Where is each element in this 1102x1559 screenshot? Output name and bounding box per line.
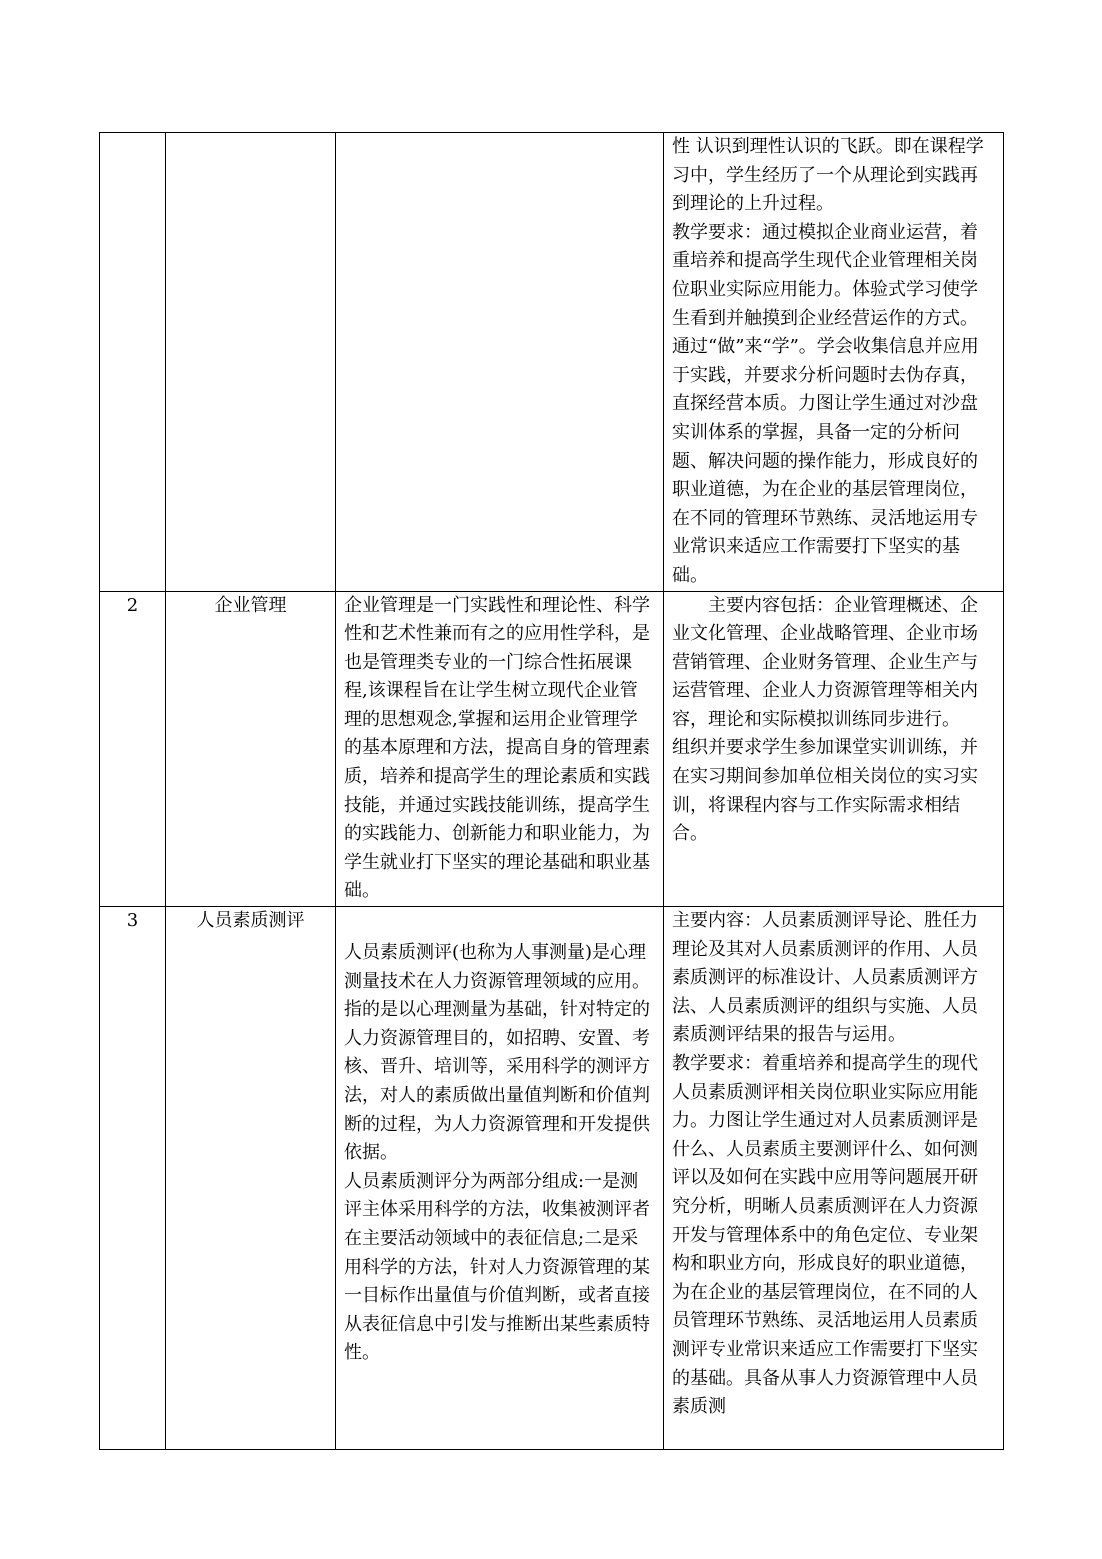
course-name-cell: 企业管理 <box>166 591 336 907</box>
table-row <box>100 133 1004 592</box>
table-row <box>100 907 1004 1450</box>
description-paragraph: 人员素质测评(也称为人事测量)是心理测量技术在人力资源管理领域的应用。指的是以心理测量为基础，针对特定的人力资源管理目的，如招聘、安置、考核、晋升、培训等，采用科学的测评方法，对人的素质做出量值判断和价值判断的过程，为人力资源管理和开发提供依据。 <box>344 942 650 1164</box>
content-paragraph: 主要内容：人员素质测评导论、胜任力理论及其对人员素质测评的作用、人员素质测评的标准设计、人员素质测评方法、人员素质测评的组织与实施、人员素质测评结果的报告与运用。 <box>672 910 978 1046</box>
course-description-cell <box>336 591 664 907</box>
description-paragraph: 企业管理是一门实践性和理论性、科学性和艺术性兼而有之的应用性学科，是也是管理类专业的一门综合性拓展课程,该课程旨在让学生树立现代企业管理的思想观念,掌握和运用企业管理学的基本原理和方法，提高自身的管理素质，培养和提高学生的理论素质和实践技能，并通过实践技能训练，提高学生的实践能力、创新能力和职业能力，为学生就业打下坚实的理论基础和职业基础。 <box>344 594 650 902</box>
row-number-cell: 2 <box>100 591 166 907</box>
content-paragraph: 教学要求：通过模拟企业商业运营，着重培养和提高学生现代企业管理相关岗位职业实际应用能力。体验式学习使学生看到并触摸到企业经营运作的方式。通过“做”来“学”。学会收集信息并应用于实践，并要求分析问题时去伪存真，直探经营本质。力图让学生通过对沙盘实训体系的掌握，具备一定的分析问题、解决问题的操作能力，形成良好的职业道德，为在企业的基层管理岗位，在不同的管理环节熟练、灵活地运用专业常识来适应工作需要打下坚实的基础。 <box>672 221 979 586</box>
row-number-cell <box>100 133 166 592</box>
content-paragraph: 教学要求：着重培养和提高学生的现代人员素质测评相关岗位职业实际应用能力。力图让学生通过对人员素质测评是什么、人员素质主要测评什么、如何测评以及如何在实践中应用等问题展开研究分析，明晰人员素质测评在人力资源开发与管理体系中的角色定位、专业架构和职业方向，形成良好的职业道德，为在企业的基层管理岗位，在不同的人员管理环节熟练、灵活地运用人员素质测评专业常识来适应工作需要打下坚实的基础。具备从事人力资源管理中人员素质测 <box>672 1053 978 1418</box>
course-name-cell: 人员素质测评 <box>166 907 336 1450</box>
course-description-cell <box>336 907 664 1450</box>
course-content-cell <box>664 591 1004 907</box>
content-paragraph: 组织并要求学生参加课堂实训训练，并在实习期间参加单位相关岗位的实习实训，将课程内容与工作实际需求相结合。 <box>672 737 978 845</box>
course-name-cell <box>166 133 336 592</box>
description-paragraph: 人员素质测评分为两部分组成:一是测评主体采用科学的方法，收集被测评者在主要活动领域中的表征信息;二是采用科学的方法，针对人力资源管理的某一目标作出量值与价值判断，或者直接从表征信息中引发与推断出某些素质特性。 <box>344 1170 650 1364</box>
course-description-cell <box>336 133 664 592</box>
course-table <box>99 132 1004 1450</box>
course-content-cell <box>664 907 1004 1450</box>
content-paragraph: 主要内容包括：企业管理概述、企业文化管理、企业战略管理、企业市场营销管理、企业财务管理、企业生产与运营管理、企业人力资源管理等相关内容，理论和实际模拟训练同步进行。 <box>672 594 978 730</box>
content-paragraph: 性 认识到理性认识的飞跃。即在课程学习中，学生经历了一个从理论到实践再到理论的上升过程。 <box>672 136 984 215</box>
row-number-cell: 3 <box>100 907 166 1450</box>
course-content-cell <box>664 133 1004 592</box>
table-row <box>100 591 1004 907</box>
